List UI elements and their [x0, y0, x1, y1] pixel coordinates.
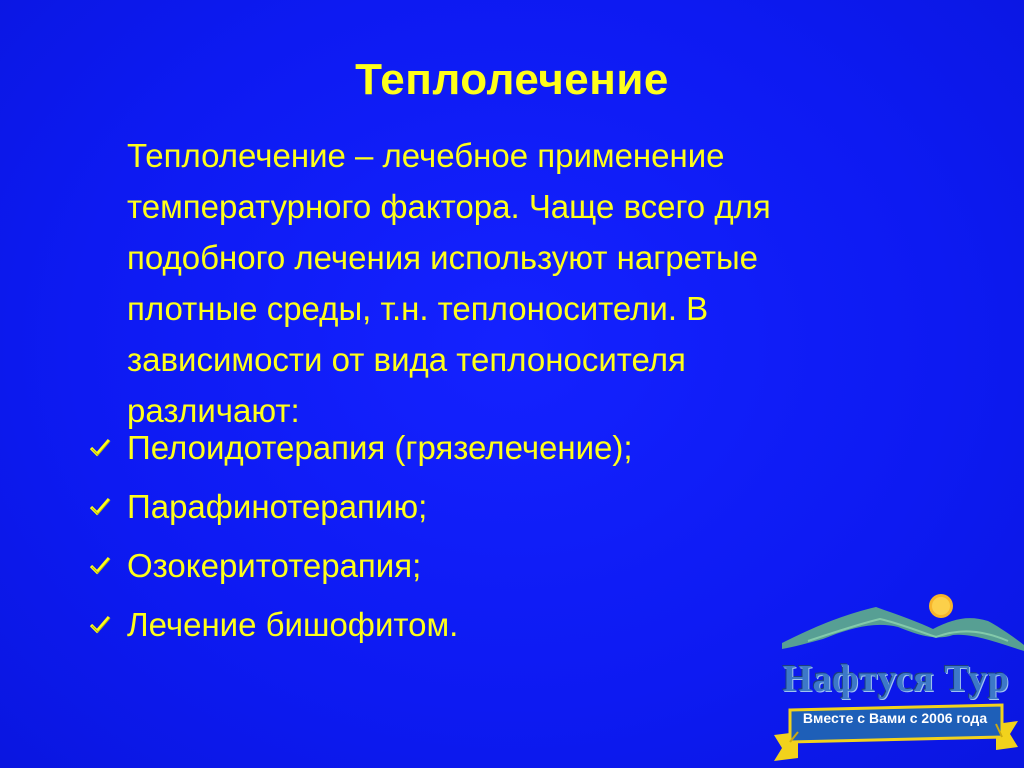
arrow-check-bullet-icon — [88, 553, 114, 579]
intro-line: зависимости от вида теплоносителя — [127, 341, 686, 378]
bullet-label: Парафинотерапию; — [127, 488, 428, 525]
list-item — [88, 479, 888, 538]
list-item — [88, 420, 888, 479]
intro-line: температурного фактора. Чаще всего для — [127, 188, 771, 225]
logo-slogan: Вместе с Вами с 2006 года — [802, 710, 988, 726]
bullet-label: Пелоидотерапия (грязелечение); — [127, 429, 633, 466]
bullet-label: Озокеритотерапия; — [127, 547, 422, 584]
slide-title: Теплолечение — [355, 55, 669, 104]
arrow-check-bullet-icon — [88, 435, 114, 461]
company-logo — [768, 585, 1024, 768]
arrow-check-bullet-icon — [88, 494, 114, 520]
intro-line: Теплолечение – лечебное применение — [127, 137, 725, 174]
logo-name: Нафтуся Тур — [782, 658, 1010, 700]
intro-line: плотные среды, т.н. теплоносители. В — [127, 290, 709, 327]
intro-line: различают: — [127, 392, 300, 429]
intro-line: подобного лечения используют нагретые — [127, 239, 759, 276]
arrow-check-bullet-icon — [88, 612, 114, 638]
intro-paragraph — [127, 130, 927, 436]
bullet-label: Лечение бишофитом. — [127, 606, 459, 643]
